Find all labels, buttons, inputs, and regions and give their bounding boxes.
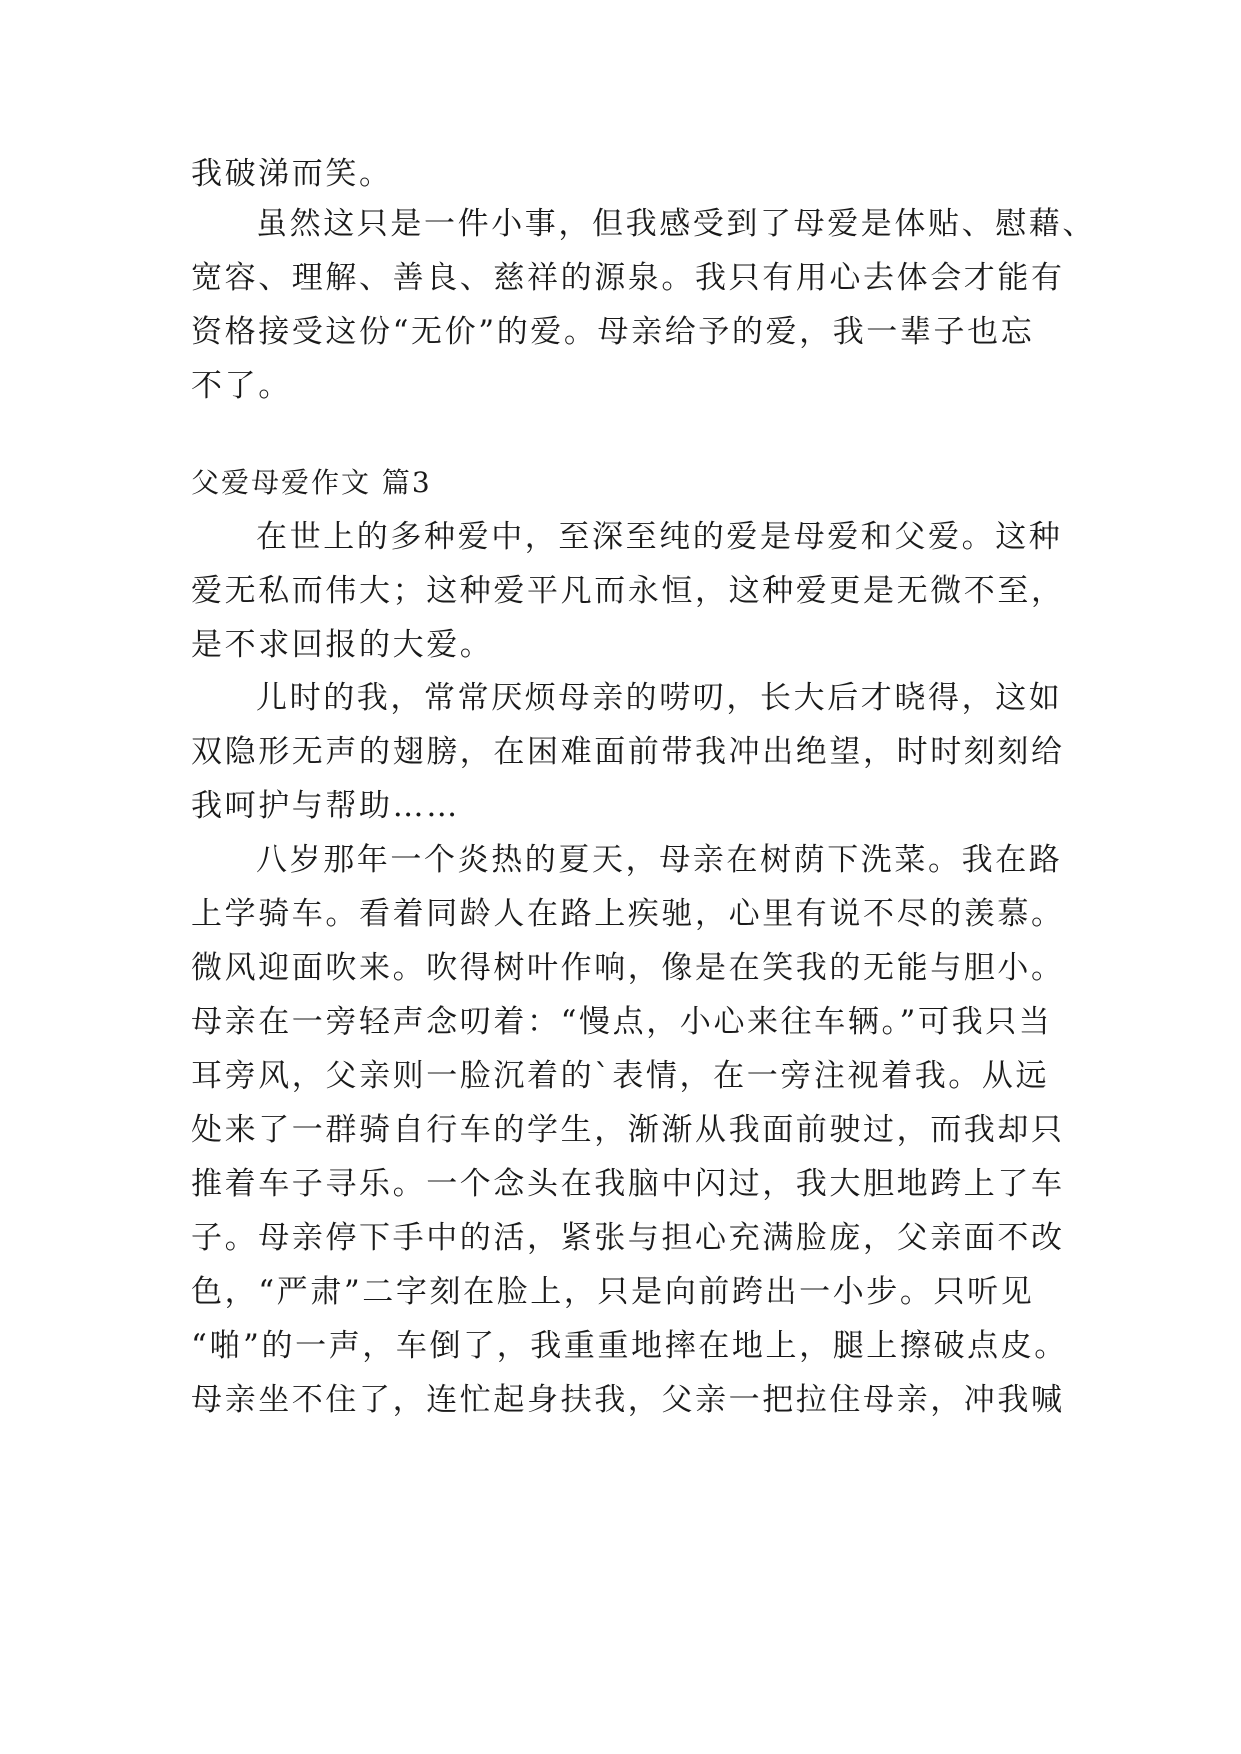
paragraph-line: “啪”的一声，车倒了，我重重地摔在地上，腿上擦破点皮。	[191, 1328, 1068, 1364]
paragraph-line: 双隐形无声的翅膀，在困难面前带我冲出绝望，时时刻刻给	[191, 734, 1065, 770]
paragraph-line: 是不求回报的大爱。	[191, 627, 494, 663]
paragraph-line: 儿时的我，常常厌烦母亲的唠叨，长大后才晓得，这如	[256, 680, 1063, 716]
paragraph-line: 虽然这只是一件小事，但我感受到了母爱是体贴、慰藉、	[256, 206, 1096, 242]
paragraph-line: 爱无私而伟大；这种爱平凡而永恒，这种爱更是无微不至，	[191, 573, 1065, 609]
paragraph-line: 推着车子寻乐。一个念头在我脑中闪过，我大胆地跨上了车	[191, 1166, 1065, 1202]
paragraph-line: 母亲在一旁轻声念叨着：“慢点，小心来往车辆。”可我只当	[191, 1004, 1053, 1040]
section-heading: 父爱母爱作文 篇3	[191, 466, 432, 499]
paragraph-line: 宽容、理解、善良、慈祥的源泉。我只有用心去体会才能有	[191, 260, 1065, 296]
paragraph-line: 微风迎面吹来。吹得树叶作响，像是在笑我的无能与胆小。	[191, 950, 1065, 986]
paragraph-line: 在世上的多种爱中，至深至纯的爱是母爱和父爱。这种	[256, 519, 1063, 555]
paragraph-line: 上学骑车。看着同龄人在路上疾驰，心里有说不尽的羡慕。	[191, 896, 1065, 932]
paragraph-line: 我破涕而笑。	[191, 156, 393, 192]
paragraph-line: 处来了一群骑自行车的学生，渐渐从我面前驶过，而我却只	[191, 1112, 1065, 1148]
paragraph-line: 耳旁风，父亲则一脸沉着的`表情，在一旁注视着我。从远	[191, 1058, 1050, 1094]
paragraph-line: 子。母亲停下手中的活，紧张与担心充满脸庞，父亲面不改	[191, 1220, 1065, 1256]
paragraph-line: 资格接受这份“无价”的爱。母亲给予的爱，我一辈子也忘	[191, 314, 1035, 350]
paragraph-line: 不了。	[191, 368, 292, 404]
paragraph-line: 母亲坐不住了，连忙起身扶我，父亲一把拉住母亲，冲我喊	[191, 1382, 1065, 1418]
paragraph-line: 色，“严肃”二字刻在脸上，只是向前跨出一小步。只听见	[191, 1274, 1035, 1310]
paragraph-line: 八岁那年一个炎热的夏天，母亲在树荫下洗菜。我在路	[256, 842, 1063, 878]
paragraph-line: 我呵护与帮助……	[191, 788, 460, 824]
